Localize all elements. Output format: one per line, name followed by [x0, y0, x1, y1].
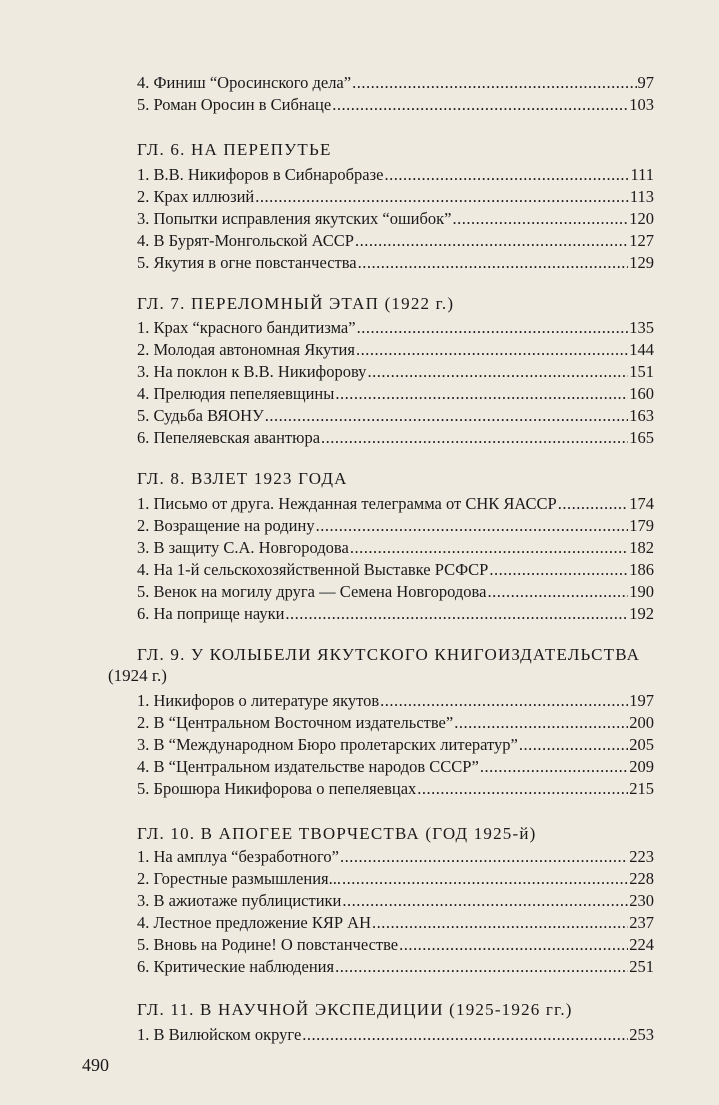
chapter-heading: ГЛ. 10. В АПОГЕЕ ТВОРЧЕСТВА (ГОД 1925-й)	[137, 824, 537, 843]
entry-title: 3. В защиту С.А. Новгородова	[137, 538, 349, 557]
toc-entry	[137, 515, 654, 537]
toc-entry	[137, 230, 654, 252]
toc-entry	[137, 712, 654, 734]
entry-page: 174	[629, 494, 654, 513]
entry-title: 2. Крах иллюзий	[137, 187, 255, 206]
toc-entry	[137, 581, 654, 603]
entry-page: 200	[629, 713, 654, 732]
chapter-heading: ГЛ. 8. ВЗЛЕТ 1923 ГОДА	[137, 469, 348, 488]
chapter-heading-continuation: (1924 г.)	[108, 666, 167, 685]
entry-page: 179	[629, 516, 654, 535]
entry-title: 5. Вновь на Родине! О повстанчестве	[137, 935, 399, 954]
entry-page: 192	[629, 604, 654, 623]
entry-title: 4. Финиш “Оросинского дела”	[137, 73, 352, 92]
toc-entry	[137, 252, 654, 274]
toc-entry	[137, 734, 654, 756]
chapter-heading: ГЛ. 6. НА ПЕРЕПУТЬЕ	[137, 140, 332, 159]
toc-entry	[137, 912, 654, 934]
entry-title: 3. На поклон к В.В. Никифорову	[137, 362, 367, 381]
entry-title: 5. Венок на могилу друга — Семена Новгородова	[137, 582, 487, 601]
toc-entry	[137, 186, 654, 208]
toc-entry	[137, 405, 654, 427]
toc-entry	[137, 890, 654, 912]
toc-entry	[137, 756, 654, 778]
entry-page: 215	[629, 779, 654, 798]
entry-page: 135	[629, 318, 654, 337]
entry-title: 2. Горестные размышления...	[137, 869, 341, 888]
entry-page: 237	[629, 913, 654, 932]
toc-entry	[137, 493, 654, 515]
toc-entry	[137, 603, 654, 625]
entry-title: 1. Письмо от друга. Нежданная телеграмма от СНК ЯАССР	[137, 494, 557, 513]
entry-title: 4. В Бурят-Монгольской АССР	[137, 231, 354, 250]
entry-title: 3. В “Международном Бюро пролетарских литератур”	[137, 735, 518, 754]
toc-entry	[137, 383, 654, 405]
entry-page: 251	[629, 957, 654, 976]
entry-page: 165	[629, 428, 654, 447]
entry-page: 230	[629, 891, 654, 910]
toc-entry	[137, 317, 654, 339]
page-number: 490	[82, 1055, 109, 1075]
entry-title: 5. Брошюра Никифорова о пепеляевцах	[137, 779, 417, 798]
entry-page: 182	[629, 538, 654, 557]
entry-title: 1. В.В. Никифоров в Сибнаробразе	[137, 165, 384, 184]
entry-page: 223	[629, 847, 654, 866]
entry-page: 151	[629, 362, 654, 381]
entry-title: 3. В ажиотаже публицистики	[137, 891, 342, 910]
toc-entry	[137, 1024, 654, 1046]
entry-title: 2. В “Центральном Восточном издательстве”	[137, 713, 454, 732]
entry-title: 4. Лестное предложение КЯР АН	[137, 913, 371, 932]
toc-entry	[137, 868, 654, 890]
entry-page: 127	[629, 231, 654, 250]
entry-page: 186	[629, 560, 654, 579]
chapter-heading: ГЛ. 7. ПЕРЕЛОМНЫЙ ЭТАП (1922 г.)	[137, 294, 455, 313]
entry-page: 197	[629, 691, 654, 710]
entry-title: 6. Пепеляевская авантюра	[137, 428, 321, 447]
entry-title: 1. На амплуа “безработного”	[137, 847, 339, 866]
toc-entry	[137, 559, 654, 581]
toc-entry	[137, 361, 654, 383]
toc-entry	[137, 164, 654, 186]
entry-page: 120	[629, 209, 654, 228]
entry-page: 224	[629, 935, 654, 954]
toc-entry	[137, 339, 654, 361]
toc-entry	[137, 690, 654, 712]
entry-page: 228	[629, 869, 654, 888]
toc-entry	[137, 208, 654, 230]
entry-title: 4. Прелюдия пепеляевщины	[137, 384, 335, 403]
entry-title: 5. Роман Оросин в Сибнаце	[137, 95, 332, 114]
toc-entry	[137, 846, 654, 868]
chapter-heading: ГЛ. 9. У КОЛЫБЕЛИ ЯКУТСКОГО КНИГОИЗДАТЕЛЬСТВА	[137, 645, 641, 664]
entry-page: 111	[630, 165, 654, 184]
entry-title: 3. Попытки исправления якутских “ошибок”	[137, 209, 452, 228]
entry-title: 4. В “Центральном издательстве народов СССР”	[137, 757, 479, 776]
entry-title: 1. Никифоров о литературе якутов	[137, 691, 380, 710]
entry-title: 4. На 1-й сельскохозяйственной Выставке РСФСР	[137, 560, 489, 579]
entry-page: 97	[637, 73, 654, 92]
entry-title: 2. Молодая автономная Якутия	[137, 340, 355, 359]
entry-title: 5. Якутия в огне повстанчества	[137, 253, 357, 272]
entry-page: 253	[629, 1025, 654, 1044]
entry-title: 6. Критические наблюдения	[137, 957, 335, 976]
entry-page: 144	[629, 340, 654, 359]
entry-page: 160	[629, 384, 654, 403]
entry-title: 5. Судьба ВЯОНУ	[137, 406, 264, 425]
chapter-heading: ГЛ. 11. В НАУЧНОЙ ЭКСПЕДИЦИИ (1925-1926 гг.)	[137, 1000, 573, 1019]
toc-entry	[137, 778, 654, 800]
entry-page: 113	[629, 187, 654, 206]
entry-title: 1. Крах “красного бандитизма”	[137, 318, 356, 337]
entry-page: 190	[629, 582, 654, 601]
toc-entry	[137, 427, 654, 449]
entry-title: 6. На поприще науки	[137, 604, 285, 623]
toc-entry	[137, 956, 654, 978]
toc-entry	[137, 94, 654, 116]
entry-page: 129	[629, 253, 654, 272]
toc-entry	[137, 537, 654, 559]
entry-page: 163	[629, 406, 654, 425]
entry-page: 209	[629, 757, 654, 776]
toc-entry	[137, 934, 654, 956]
entry-page: 205	[629, 735, 654, 754]
entry-title: 1. В Вилюйском округе	[137, 1025, 302, 1044]
entry-title: 2. Возращение на родину	[137, 516, 315, 535]
toc-entry	[137, 72, 654, 94]
entry-page: 103	[629, 95, 654, 114]
